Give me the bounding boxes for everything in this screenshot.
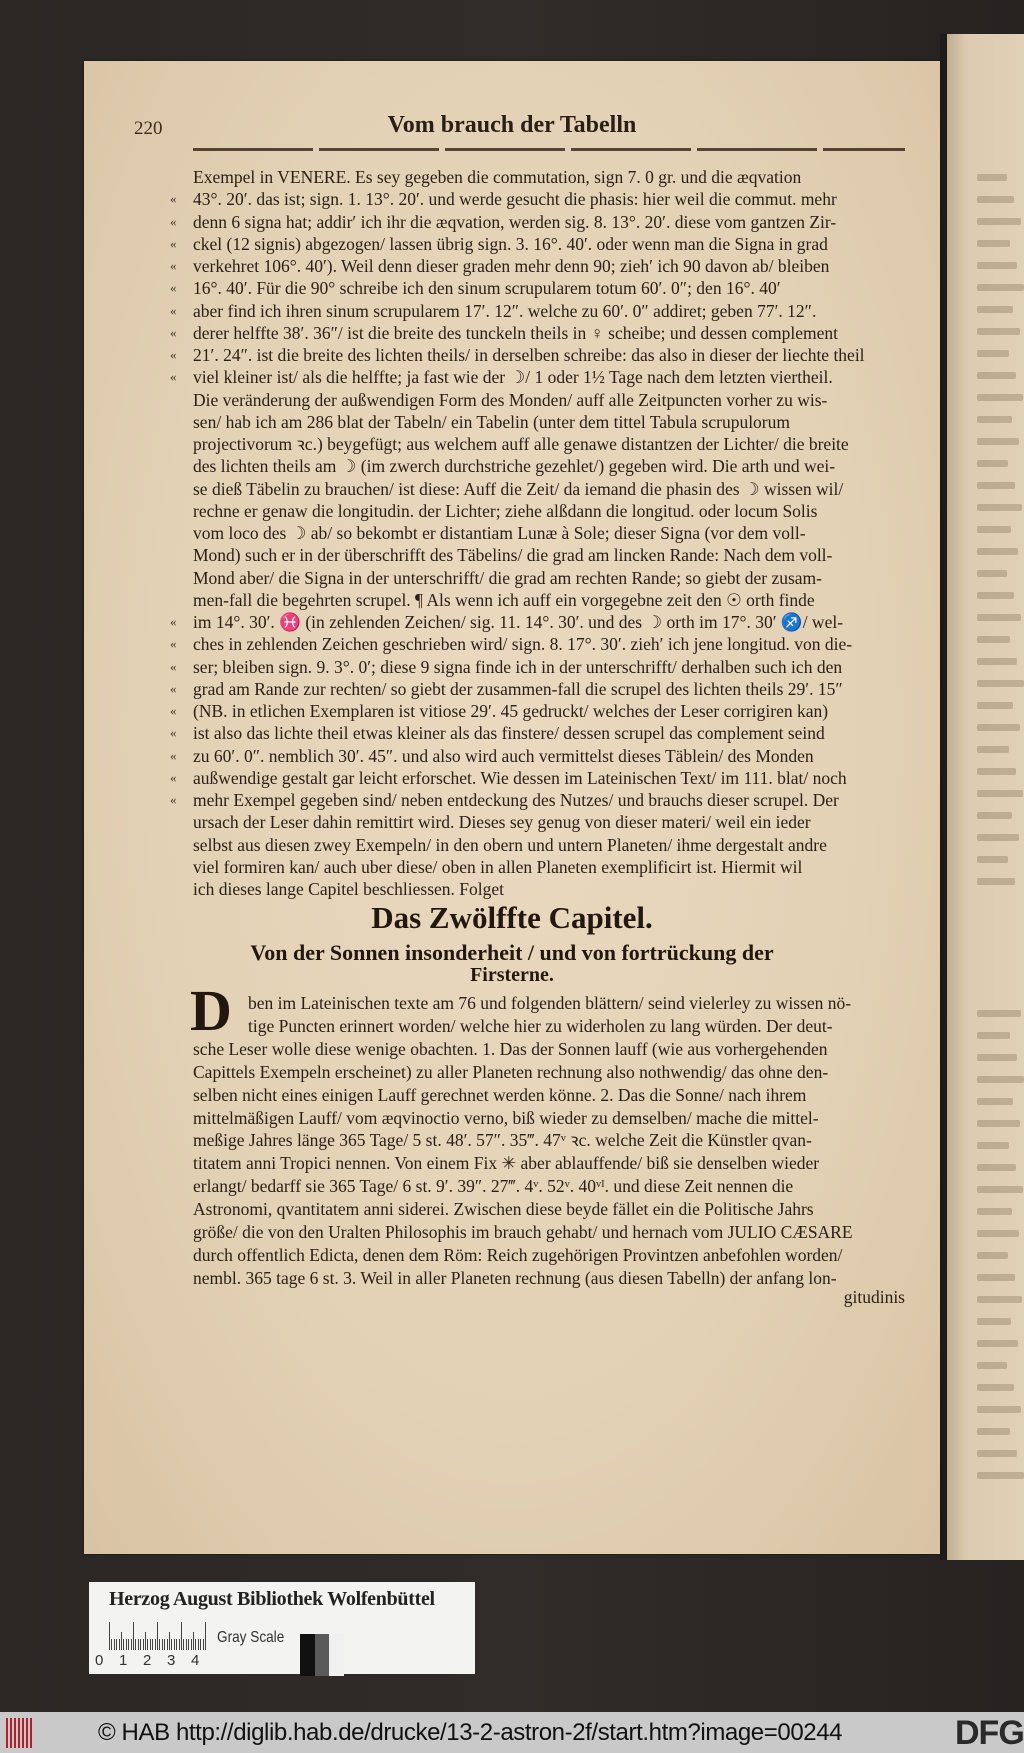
text-line: Mond aber/ die Signa in der unterschrifft/ die grad am rechten Rande; so giebt der zusam-	[193, 567, 822, 588]
adjacent-page-text-fragment	[977, 1098, 1013, 1105]
ruler-tick	[186, 1639, 187, 1650]
text-line: projectivorum ꝛc.) beygefügt; aus welchem auff alle genawe distantzen der Lichter/ die breite	[193, 434, 849, 454]
ruler-tick	[133, 1622, 134, 1650]
text-line: Astronomi, qvantitatem anni siderei. Zwischen diese beyde fället ein die Politische Jahrs	[193, 1199, 814, 1220]
adjacent-page-text-fragment	[977, 746, 1009, 753]
adjacent-page-text-fragment	[977, 1230, 1019, 1237]
adjacent-page-text-fragment	[977, 1296, 1022, 1303]
adjacent-page-text-fragment	[977, 262, 1017, 269]
adjacent-page-text-fragment	[977, 680, 1024, 687]
adjacent-page-text-fragment	[977, 1318, 1011, 1325]
text-line: sen/ hab ich am 286 blat der Tabeln/ ein Tabelin (unter dem tittel Tabula scrupulorum	[193, 411, 790, 432]
adjacent-page-text-fragment	[977, 1406, 1021, 1413]
text-line: erlangt/ bedarff sie 365 Tage/ 6 st. 9′. 39″. 27‴. 4ᵛ. 52ᵛ. 40ᵛᴵ. und diese Zeit nennen die	[193, 1176, 794, 1197]
margin-quote-mark: «	[170, 703, 177, 718]
ruler-number: 1	[119, 1652, 128, 1669]
adjacent-page-text-fragment	[977, 1384, 1014, 1391]
ruler-tick	[150, 1639, 151, 1650]
ruler-tick	[126, 1639, 127, 1650]
ruler-tick	[169, 1632, 170, 1650]
measure-ruler	[109, 1622, 207, 1650]
text-line: ursach der Leser dahin remittirt wird. Dieses sey genug von dieser materi/ weil ein ieder	[193, 812, 811, 833]
chapter-subtitle: Von der Sonnen insonderheit / und von fortrückung der	[250, 940, 774, 965]
color-target-card	[89, 1582, 475, 1674]
ruler-tick	[138, 1639, 139, 1650]
adjacent-page-text-fragment	[977, 218, 1021, 225]
ruler-number: 3	[167, 1652, 176, 1669]
ruler-tick	[116, 1639, 117, 1650]
text-line: ist also das lichte theil etwas kleiner als das finstere/ dessen scrupel das complement seind	[193, 723, 825, 744]
text-line: aber find ich ihren sinum scrupularem 17′. 12″. welche zu 60′. 0″ addiret; geben 77′. 12″.	[193, 300, 817, 321]
ruler-tick	[145, 1632, 146, 1650]
text-line: mittelmäßigen Lauff/ vom æqvinoctio verno, biß wieder zu demselben/ mache die mittel-	[193, 1107, 819, 1128]
text-line: selbst aus diesen zwey Exempeln/ in den obern und untern Planeten/ ihme dergestalt andre	[193, 834, 827, 855]
text-line: Die veränderung der außwendigen Form des Monden/ auff alle Zeitpuncten vorher zu wis-	[193, 389, 828, 410]
ruler-tick	[109, 1622, 110, 1650]
adjacent-page-text-fragment	[977, 724, 1020, 731]
ruler-tick	[162, 1639, 163, 1650]
header-rule	[193, 148, 905, 151]
adjacent-page-text-fragment	[977, 504, 1022, 511]
adjacent-page-text-fragment	[977, 328, 1020, 335]
ruler-tick	[195, 1639, 196, 1650]
ruler-tick	[179, 1639, 180, 1650]
adjacent-page-text-fragment	[977, 460, 1008, 467]
text-line: rechne er genaw die longitudin. der Lichter; ziehe alßdann die longitud. oder locum Solis	[193, 500, 818, 521]
book-gutter	[940, 34, 947, 1560]
ruler-tick	[114, 1639, 115, 1650]
text-line: des lichten theils am ☽ (im zwerch durchstriche gezehlet/) gegeben wird. Die arth und wei-	[193, 456, 836, 477]
dfg-logo: DFG	[955, 1714, 1024, 1752]
adjacent-page-text-fragment	[977, 636, 1010, 643]
adjacent-page-text-fragment	[977, 1450, 1017, 1457]
text-line: grad am Rande zur rechten/ so giebt der zusammen-fall die scrupel des lichten theils 29′. 15″	[193, 678, 843, 699]
adjacent-page-text-fragment	[977, 1208, 1012, 1215]
hab-logo-icon	[6, 1718, 32, 1748]
ruler-tick	[119, 1639, 120, 1650]
adjacent-page-text-fragment	[977, 834, 1019, 841]
adjacent-page-text-fragment	[977, 1076, 1024, 1083]
ruler-tick	[143, 1639, 144, 1650]
ruler-tick	[171, 1639, 172, 1650]
adjacent-page-text-fragment	[977, 394, 1023, 401]
margin-quote-mark: «	[170, 347, 177, 362]
text-line: selben nicht eines einigen Lauff gerechnet werden könne. 2. Das die Sonne/ nach ihrem	[193, 1084, 807, 1105]
adjacent-page-text-fragment	[977, 1362, 1007, 1369]
adjacent-page-text-fragment	[977, 1340, 1018, 1347]
ruler-tick	[155, 1639, 156, 1650]
margin-quote-mark: «	[170, 658, 177, 674]
text-line: men-fall die begehrten scrupel. ¶ Als wenn ich auff ein vorgegebne zeit den ☉ orth finde	[193, 589, 815, 610]
ruler-tick	[131, 1639, 132, 1650]
text-line: viel kleiner ist/ als die helffte; ja fast wie der ☽/ 1 oder 1½ Tage nach dem letzten viertheil.	[193, 367, 833, 388]
text-line: ckel (12 signis) abgezogen/ lassen übrig sign. 3. 16°. 40′. oder wenn man die Signa in grad	[193, 233, 828, 254]
adjacent-page-text-fragment	[977, 482, 1015, 489]
margin-quote-mark: «	[170, 680, 177, 696]
adjacent-page-text-fragment	[977, 856, 1008, 863]
page-number: 220	[134, 118, 163, 139]
ruler-tick	[121, 1632, 122, 1650]
text-line: nembl. 365 tage 6 st. 3. Weil in aller Planeten rechnung (aus diesen Tabelln) der anfang lon-	[193, 1267, 837, 1288]
adjacent-page-text-fragment	[977, 702, 1013, 709]
ruler-tick	[135, 1639, 136, 1650]
adjacent-page-text-fragment	[977, 1472, 1024, 1479]
text-line: 21′. 24″. ist die breite des lichten theils/ in derselben schreibe: das also in dieser der liechte theil	[193, 345, 865, 365]
adjacent-page-text-fragment	[977, 570, 1007, 577]
adjacent-page-text-fragment	[977, 1120, 1020, 1127]
text-line: (NB. in etlichen Exemplaren ist vitiose 29′. 45 gedruckt/ welches der Leser corrigiren kan)	[193, 701, 829, 721]
adjacent-page-text-fragment	[977, 1274, 1015, 1281]
margin-quote-mark: «	[170, 324, 177, 340]
catchword: gitudinis	[843, 1287, 905, 1307]
text-line: zu 60′. 0″. nemblich 30′. 45″. und also wird auch vermittelst dieses Täblein/ des Monden	[193, 745, 814, 766]
adjacent-page-text-fragment	[977, 196, 1014, 203]
ruler-tick	[188, 1639, 189, 1650]
ruler-tick	[183, 1639, 184, 1650]
ruler-tick	[198, 1639, 199, 1650]
margin-quote-mark: «	[170, 769, 177, 785]
margin-quote-mark: «	[170, 614, 177, 629]
margin-quote-mark: «	[170, 747, 177, 763]
text-line: sche Leser wolle diese wenige obachten. 1. Das der Sonnen lauff (wie aus vorhergehenden	[193, 1038, 828, 1059]
chapter-subtitle-continued: Firsterne.	[470, 964, 554, 986]
margin-quote-mark: «	[170, 213, 177, 229]
ruler-tick	[140, 1639, 141, 1650]
adjacent-page-text-fragment	[977, 372, 1016, 379]
margin-quote-mark: «	[170, 235, 177, 251]
ruler-tick	[167, 1639, 168, 1650]
ruler-tick	[181, 1622, 182, 1650]
adjacent-page-text-fragment	[977, 1164, 1016, 1171]
text-line: außwendige gestalt gar leicht erforschet. Wie dessen im Lateinischen Text/ im 111. blat/ noch	[193, 767, 847, 788]
text-line: derer helffte 38′. 36″/ ist die breite des tunckeln theils in ♀ scheibe; und dessen complement	[193, 322, 838, 343]
adjacent-page-text-fragment	[977, 1252, 1008, 1259]
text-line: verkehret 106°. 40′). Weil denn dieser graden mehr denn 90; zieh′ ich 90 davon ab/ bleiben	[193, 256, 830, 276]
margin-quote-mark: «	[170, 302, 177, 318]
ruler-tick	[123, 1639, 124, 1650]
ruler-number: 0	[95, 1652, 104, 1669]
adjacent-page-text-fragment	[977, 812, 1012, 819]
adjacent-page-text-fragment	[977, 284, 1024, 291]
ruler-tick	[159, 1639, 160, 1650]
ruler-tick	[203, 1639, 204, 1650]
adjacent-page-text-fragment	[977, 306, 1013, 313]
adjacent-page-text-fragment	[977, 614, 1021, 621]
margin-quote-mark: «	[170, 636, 177, 652]
footer-bar	[0, 1712, 1024, 1753]
text-line: Mond) such er in der überschrifft des Täbelins/ die grad am lincken Rande: Nach dem voll-	[193, 545, 833, 566]
running-head: Vom brauch der Tabelln	[387, 112, 637, 138]
margin-quote-mark: «	[170, 725, 177, 741]
adjacent-page-text-fragment	[977, 1054, 1017, 1061]
adjacent-page-text-fragment	[977, 174, 1007, 181]
text-line: ben im Lateinischen texte am 76 und folgenden blättern/ seind vielerley zu wissen nö-	[248, 993, 852, 1013]
text-line: titatem anni Tropici nennen. Von einem Fix ✳ aber ablauffende/ biß sie denselben wieder	[193, 1153, 820, 1174]
margin-quote-mark: «	[170, 792, 177, 807]
adjacent-page-text-fragment	[977, 526, 1011, 533]
adjacent-page-text-fragment	[977, 1186, 1023, 1193]
ruler-tick	[128, 1639, 129, 1650]
text-line: Exempel in VENERE. Es sey gegeben die commutation, sign 7. 0 gr. und die æqvation	[193, 167, 802, 187]
ruler-tick	[164, 1639, 165, 1650]
ruler-tick	[205, 1622, 206, 1650]
text-line: meßige Jahres länge 365 Tage/ 5 st. 48′. 57″. 35‴. 47ᵛ ꝛc. welche Zeit die Künstler qvan-	[193, 1130, 812, 1151]
ruler-tick	[200, 1639, 201, 1650]
text-line: mehr Exempel gegeben sind/ neben entdeckung des Nutzes/ und brauchs dieser scrupel. Der	[193, 790, 839, 810]
adjacent-page-text-fragment	[977, 1428, 1010, 1435]
ruler-tick	[191, 1639, 192, 1650]
ruler-tick	[157, 1622, 158, 1650]
text-line: größe/ die von den Uralten Philosophis im brauch gehabt/ und hernach vom JULIO CÆSARE	[193, 1222, 853, 1242]
margin-quote-mark: «	[170, 369, 177, 385]
adjacent-page-text-fragment	[977, 592, 1014, 599]
text-line: tige Puncten erinnert worden/ welche hier zu widerholen zu lang würden. Der deut-	[248, 1015, 833, 1036]
margin-quote-mark: «	[170, 280, 177, 296]
text-line: 16°. 40′. Für die 90° schreibe ich den sinum scrupularem totum 60′. 0″; den 16°. 40′	[193, 278, 781, 299]
adjacent-page-text-fragment	[977, 658, 1017, 665]
source-url-link[interactable]: © HAB http://diglib.hab.de/drucke/13-2-astron-2f/start.htm?image=00244	[98, 1719, 843, 1746]
ruler-number: 4	[191, 1652, 200, 1669]
chapter-title: Das Zwölffte Capitel.	[371, 900, 653, 935]
text-line: 43°. 20′. das ist; sign. 1. 13°. 20′. und werde gesucht die phasis: hier weil die commut. mehr	[193, 189, 837, 210]
adjacent-page-text-fragment	[977, 240, 1010, 247]
gray-scale-swatch	[300, 1634, 344, 1676]
ruler-number: 2	[143, 1652, 152, 1669]
ruler-tick	[193, 1632, 194, 1650]
adjacent-page-text-fragment	[977, 438, 1019, 445]
text-line: denn 6 signa hat; addir′ ich ihr die æqvation, werden sig. 8. 13°. 20′. diese vom gantzen Zir-	[193, 211, 837, 232]
adjacent-page-text-fragment	[977, 1032, 1010, 1039]
text-line: Capittels Exempeln erscheinet) zu aller Planeten rechnung also nothwendig/ das ohne den-	[193, 1061, 829, 1082]
adjacent-page-text-fragment	[977, 790, 1023, 797]
text-line: se dieß Täbelin zu brauchen/ ist diese: Auff die Zeit/ da iemand die phasin des ☽ wissen wil/	[193, 478, 844, 499]
text-line: vom loco des ☽ ab/ so bekombt er distantiam Lunæ à Sole; dieser Signa (vor dem voll-	[193, 523, 806, 543]
drop-cap: D	[190, 978, 232, 1043]
text-line: durch offentlich Edicta, denen dem Röm: Reich zugehörigen Provintzen anbefohlen worden/	[193, 1244, 843, 1265]
text-line: ser; bleiben sign. 9. 3°. 0′; diese 9 signa finde ich in der unterschrifft/ derhalben such ich den	[193, 656, 843, 677]
adjacent-page-text-fragment	[977, 416, 1012, 423]
text-line: ich dieses lange Capitel beschliessen. Folget	[193, 879, 505, 899]
ruler-tick	[147, 1639, 148, 1650]
adjacent-page-text-fragment	[977, 350, 1009, 357]
ruler-tick	[176, 1639, 177, 1650]
margin-quote-mark: «	[170, 191, 177, 207]
text-line: im 14°. 30′. ♓ (in zehlenden Zeichen/ sig. 11. 14°. 30′. und des ☽ orth im 17°. 30′ ♐/ wel-	[193, 612, 844, 632]
ruler-tick	[174, 1639, 175, 1650]
adjacent-page-text-fragment	[977, 548, 1018, 555]
adjacent-page-text-fragment	[977, 768, 1016, 775]
ruler-tick	[111, 1639, 112, 1650]
adjacent-page-text-fragment	[977, 1142, 1009, 1149]
adjacent-page-text-fragment	[977, 878, 1015, 885]
margin-quote-mark: «	[170, 258, 177, 273]
text-line: viel formiren kan/ auch uber diese/ oben in allen Planeten exemplificirt ist. Hiermit wil	[193, 856, 803, 877]
adjacent-page-text-fragment	[977, 1010, 1021, 1017]
text-line: ches in zehlenden Zeichen geschrieben wird/ sign. 8. 17°. 30′. zieh′ ich jene longitud. von die-	[193, 634, 853, 655]
gray-scale-label: Gray Scale	[217, 1629, 285, 1646]
library-name: Herzog August Bibliothek Wolfenbüttel	[109, 1588, 435, 1610]
ruler-tick	[152, 1639, 153, 1650]
adjacent-page-edge	[947, 34, 1024, 1560]
